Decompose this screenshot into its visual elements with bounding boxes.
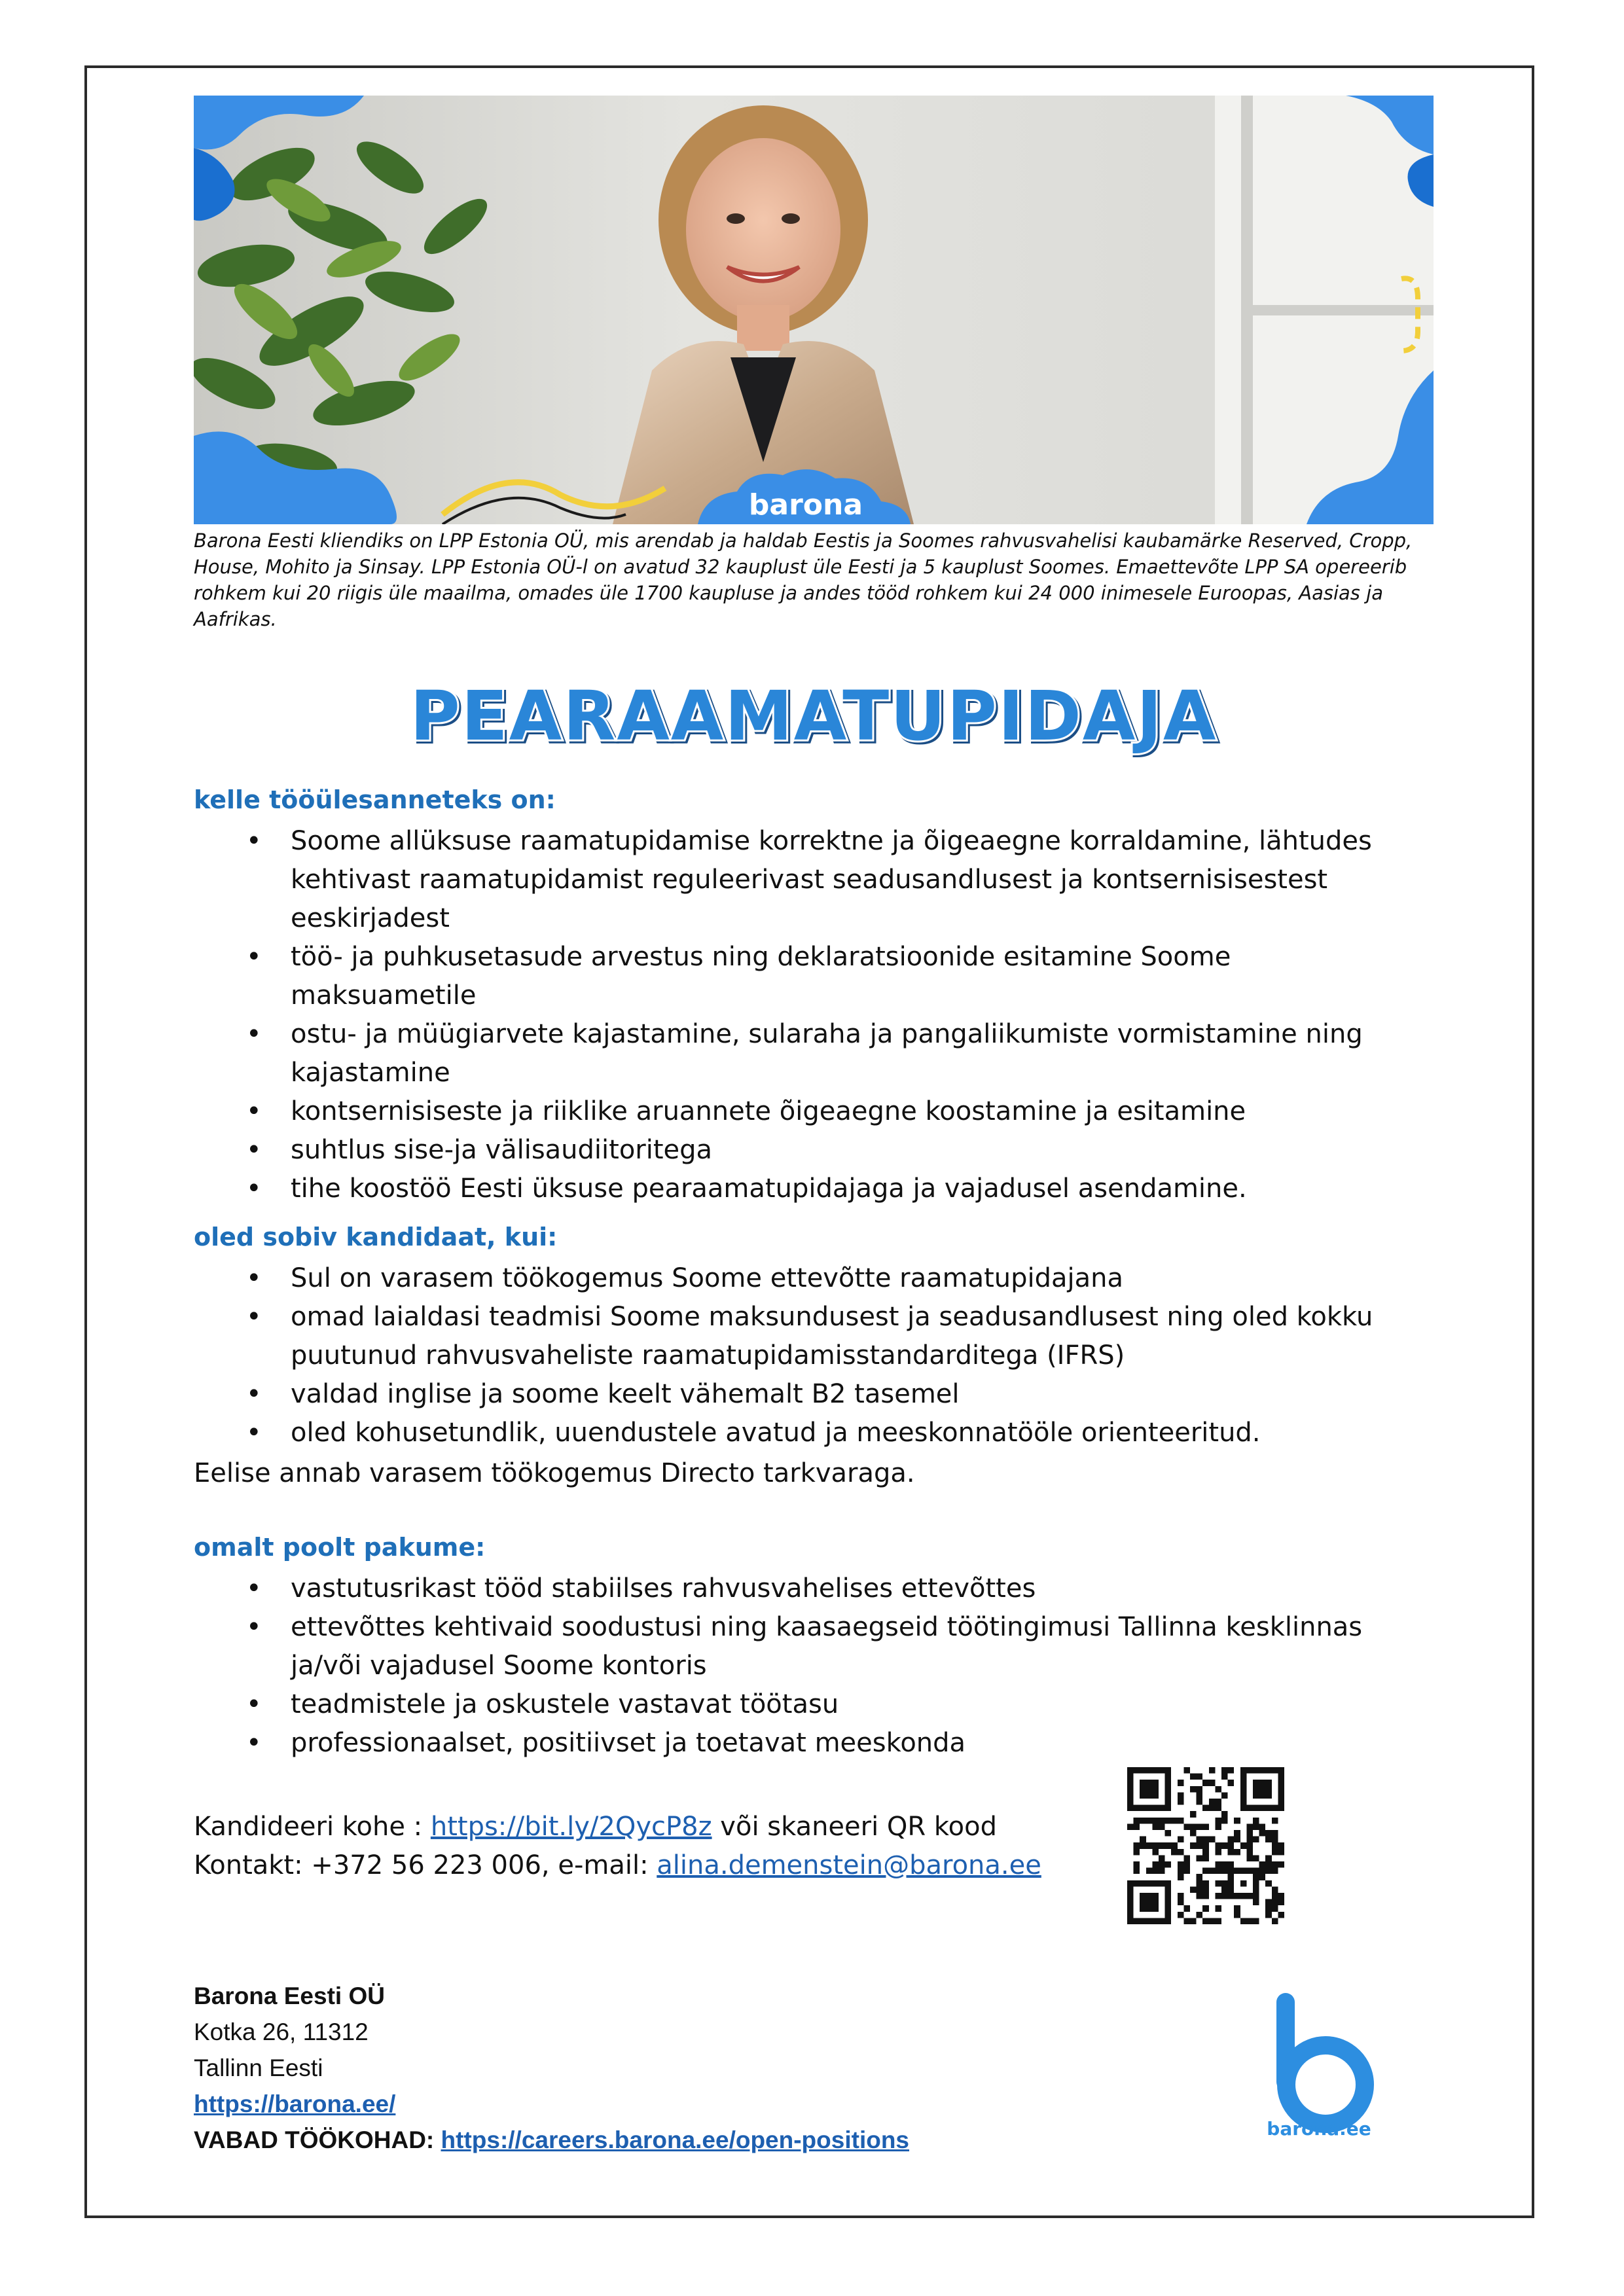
logo-text: barona.ee xyxy=(1267,2118,1371,2140)
hero-illustration xyxy=(194,96,1434,524)
duties-heading: kelle tööülesanneteks on: xyxy=(194,785,556,814)
address-line-1: Kotka 26, 11312 xyxy=(194,2018,369,2045)
list-item: • kontsernisiseste ja riiklike aruannete õigeaegne koostamine ja esitamine xyxy=(194,1092,1411,1131)
list-item: • ostu- ja müügiarvete kajastamine, sularaha ja pangaliikumiste vormistamine ning kajastamine xyxy=(194,1015,1411,1092)
qr-code-icon[interactable] xyxy=(1127,1767,1284,1924)
address-line-2: Tallinn Eesti xyxy=(194,2054,323,2081)
vacancies-label: VABAD TÖÖKOHAD: xyxy=(194,2126,441,2153)
contact-prefix: Kontakt: +372 56 223 006, e-mail: xyxy=(194,1850,657,1880)
hero-brand-label: barona xyxy=(748,488,863,522)
duties-list xyxy=(194,822,1411,1208)
apply-link[interactable]: https://bit.ly/2QycP8z xyxy=(430,1812,712,1842)
list-item: • suhtlus sise-ja välisaudiitoritega xyxy=(194,1131,1411,1170)
list-item: • tihe koostöö Eesti üksuse pearaamatupidajaga ja vajadusel asendamine. xyxy=(194,1170,1411,1208)
list-item: • vastutusrikast tööd stabiilses rahvusvahelises ettevõttes xyxy=(194,1570,1411,1608)
contact-email-link[interactable]: alina.demenstein@barona.ee xyxy=(657,1850,1041,1880)
list-item: • professionaalset, positiivset ja toetavat meeskonda xyxy=(194,1724,1411,1763)
list-item: • valdad inglise ja soome keelt vähemalt B2 tasemel xyxy=(194,1375,1411,1414)
intro-paragraph: Barona Eesti kliendiks on LPP Estonia OÜ, mis arendab ja haldab Eestis ja Soomes rahvusvahelisi kaubamärke Reserved, Cropp, House, Mohito ja Sinsay. LPP Estonia OÜ-l on avatud 32 kauplust üle Eesti ja 5 kauplust Soomes. Emaettevõte LPP SA opereerib rohkem kui 20 riigis üle maailma, omades üle 1700 kaupluse ja andes tööd rohkem kui 24 000 inimesele Euroopas, Aasias ja Aafrikas. xyxy=(194,529,1413,630)
list-item: • Sul on varasem töökogemus Soome ettevõtte raamatupidajana xyxy=(194,1259,1411,1298)
list-item: • töö- ja puhkusetasude arvestus ning deklaratsioonide esitamine Soome maksuametile xyxy=(194,938,1411,1015)
list-item: • oled kohusetundlik, uuendustele avatud ja meeskonnatööle orienteeritud. xyxy=(194,1414,1411,1452)
contact-line xyxy=(194,1846,1041,1885)
hero-photo xyxy=(194,96,1434,524)
offer-list xyxy=(194,1570,1411,1763)
job-title xyxy=(194,668,1434,766)
requirements-list xyxy=(194,1259,1411,1452)
requirements-heading: oled sobiv kandidaat, kui: xyxy=(194,1223,558,1251)
list-item: • ettevõttes kehtivaid soodustusi ning kaasaegseid töötingimusi Tallinna kesklinnas ja/või vajadusel Soome kontoris xyxy=(194,1608,1411,1685)
apply-line xyxy=(194,1808,997,1846)
company-name: Barona Eesti OÜ xyxy=(194,1982,385,2009)
advantage-note: Eelise annab varasem töökogemus Directo tarkvaraga. xyxy=(194,1458,915,1488)
job-title-text: PEARAAMATUPIDAJA xyxy=(410,676,1218,756)
list-item: • teadmistele ja oskustele vastavat töötasu xyxy=(194,1685,1411,1724)
offer-heading: omalt poolt pakume: xyxy=(194,1533,486,1562)
apply-prefix: Kandideeri kohe : xyxy=(194,1812,431,1842)
footer-contact xyxy=(194,1978,909,2158)
apply-suffix: või skaneeri QR kood xyxy=(712,1812,997,1842)
vacancies-link[interactable]: https://careers.barona.ee/open-positions xyxy=(441,2126,909,2153)
list-item: • omad laialdasi teadmisi Soome maksundusest ja seadusandlusest ning oled kokku puutunud rahvusvaheliste raamatupidamisstandarditega (IFRS) xyxy=(194,1298,1411,1375)
website-link[interactable]: https://barona.ee/ xyxy=(194,2090,396,2117)
list-item: • Soome allüksuse raamatupidamise korrektne ja õigeaegne korraldamine, lähtudes kehtivast raamatupidamist reguleerivast seadusandlusest ja kontsernisisestest eeskirjadest xyxy=(194,822,1411,938)
